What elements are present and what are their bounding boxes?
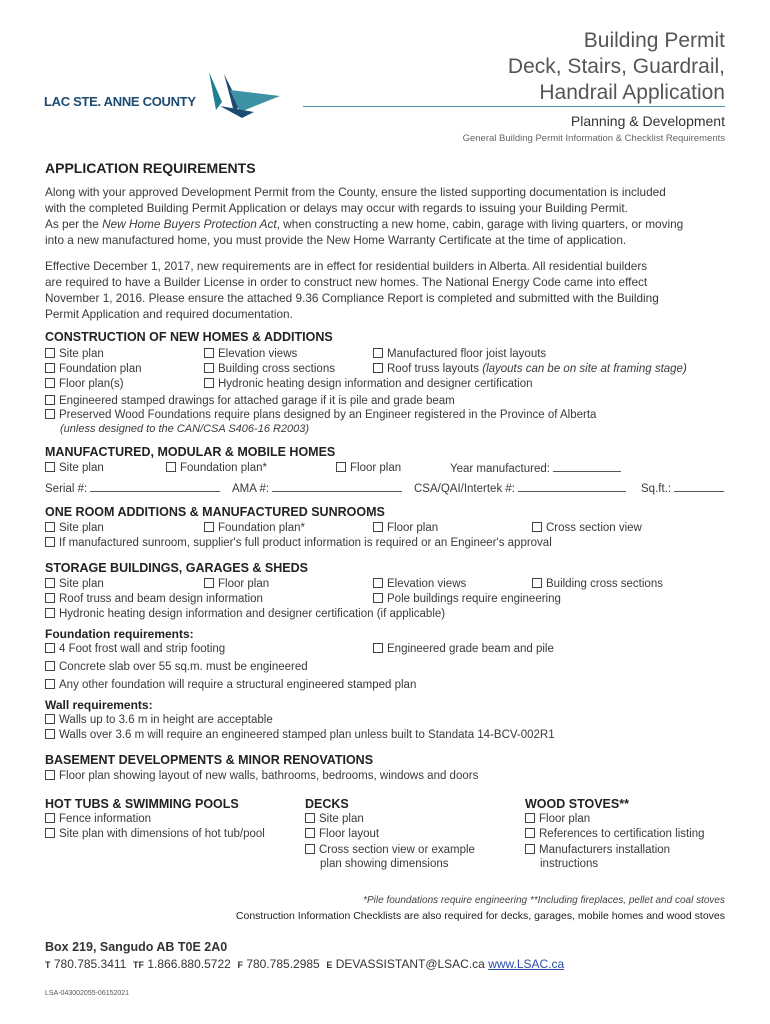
- checklists-note: Construction Information Checklists are also required for decks, garages, mobile homes and wood stoves: [235, 910, 725, 922]
- contact-line: [45, 957, 564, 971]
- concrete-slab-item[interactable]: Concrete slab over 55 sq.m. must be engineered: [45, 660, 308, 674]
- logo-mark-icon: [44, 62, 284, 122]
- contact-address: Box 219, Sangudo AB T0E 2A0: [45, 940, 228, 954]
- checkbox[interactable]: [45, 828, 55, 838]
- basement-heading: BASEMENT DEVELOPMENTS & MINOR RENOVATIONS: [45, 753, 374, 767]
- deck-cross-section[interactable]: Cross section view or example: [305, 843, 475, 857]
- pwf-note: (unless designed to the CAN/CSA S406-16 R2003): [60, 423, 310, 435]
- hot-tubs-heading: HOT TUBS & SWIMMING POOLS: [45, 797, 239, 811]
- req-p1-line3a: As per the: [45, 217, 103, 231]
- checkbox[interactable]: [305, 813, 315, 823]
- title-line-3: Handrail Application: [539, 81, 725, 104]
- serial-field[interactable]: Serial #:: [45, 481, 220, 496]
- checkbox[interactable]: [45, 363, 55, 373]
- title-line-2: Deck, Stairs, Guardrail,: [507, 55, 725, 78]
- wood-stoves-heading: WOOD STOVES**: [525, 797, 629, 811]
- checkbox[interactable]: [204, 348, 214, 358]
- manufactured-heading: MANUFACTURED, MODULAR & MOBILE HOMES: [45, 445, 336, 459]
- stove-floor-plan[interactable]: Floor plan: [525, 812, 590, 826]
- checkbox[interactable]: [45, 462, 55, 472]
- title-line-1: Building Permit: [583, 29, 725, 52]
- department-title: Planning & Development: [570, 113, 725, 129]
- checkbox[interactable]: [373, 363, 383, 373]
- checkbox[interactable]: [45, 714, 55, 724]
- form-code: LSA-043002055-06152021: [45, 990, 130, 997]
- checkbox[interactable]: [45, 643, 55, 653]
- req-p1-line2: with the completed Building Permit Application or delays may occur with regards to issuing your Building Permit.: [45, 201, 628, 215]
- walls-up-to-item[interactable]: Walls up to 3.6 m in height are acceptable: [45, 713, 273, 727]
- tollfree-number: 1.866.880.5722: [147, 957, 231, 971]
- header-rule: [303, 106, 725, 107]
- checkbox[interactable]: [45, 348, 55, 358]
- storage-hydronic[interactable]: Hydronic heating design information and designer certification (if applicable): [45, 607, 445, 621]
- stove-manufacturers[interactable]: Manufacturers installation: [525, 843, 670, 857]
- construction-foundation-plan[interactable]: Foundation plan: [45, 362, 141, 376]
- checkbox[interactable]: [373, 522, 383, 532]
- tollfree-label: TF: [133, 960, 145, 970]
- email-label: E: [326, 960, 333, 970]
- construction-hydronic[interactable]: Hydronic heating design information and designer certification: [204, 377, 533, 391]
- ama-input-line[interactable]: [272, 481, 402, 492]
- wall-requirements-heading: Wall requirements:: [45, 698, 153, 712]
- checkbox[interactable]: [45, 608, 55, 618]
- deck-cross-section-cont: plan showing dimensions: [320, 858, 449, 870]
- checkbox[interactable]: [45, 537, 55, 547]
- sunroom-site-plan[interactable]: Site plan: [45, 521, 104, 535]
- checkbox[interactable]: [532, 578, 542, 588]
- storage-elevation-views[interactable]: Elevation views: [373, 577, 466, 591]
- checkbox[interactable]: [204, 378, 214, 388]
- basement-floor-plan[interactable]: Floor plan showing layout of new walls, bathrooms, bedrooms, windows and doors: [45, 769, 478, 783]
- footnote: *Pile foundations require engineering **Including fireplaces, pellet and coal stoves: [363, 895, 725, 906]
- decks-heading: DECKS: [305, 797, 349, 811]
- req-p1-line3: [45, 216, 735, 232]
- checkbox[interactable]: [45, 395, 55, 405]
- csa-field[interactable]: CSA/QAI/Intertek #:: [414, 481, 626, 496]
- checkbox[interactable]: [525, 844, 535, 854]
- checkbox[interactable]: [45, 813, 55, 823]
- checkbox[interactable]: [204, 578, 214, 588]
- construction-floor-plans[interactable]: Floor plan(s): [45, 377, 124, 391]
- fax-label: F: [237, 960, 243, 970]
- csa-input-line[interactable]: [518, 481, 626, 492]
- req-p2-line3: November 1, 2016. Please ensure the attached 9.36 Compliance Report is completed and submitted with the Building: [45, 291, 659, 305]
- stove-references[interactable]: References to certification listing: [525, 827, 705, 841]
- phone-label: T: [45, 960, 51, 970]
- logo-text: LAC STE. ANNE COUNTY: [44, 94, 196, 109]
- checkbox[interactable]: [373, 348, 383, 358]
- construction-engineered-drawings[interactable]: Engineered stamped drawings for attached garage if it is pile and grade beam: [45, 394, 455, 408]
- county-logo: [44, 62, 284, 122]
- walls-over-item[interactable]: Walls over 3.6 m will require an engineered stamped plan unless built to Standata 14-BCV-002R1: [45, 728, 555, 742]
- phone-number: 780.785.3411: [53, 957, 127, 971]
- checkbox[interactable]: [305, 828, 315, 838]
- checkbox[interactable]: [166, 462, 176, 472]
- other-foundation-item[interactable]: Any other foundation will require a structural engineered stamped plan: [45, 678, 416, 692]
- deck-floor-layout[interactable]: Floor layout: [305, 827, 379, 841]
- checkbox[interactable]: [45, 409, 55, 419]
- storage-building-cross-sections[interactable]: Building cross sections: [532, 577, 663, 591]
- serial-input-line[interactable]: [90, 481, 220, 492]
- website-link[interactable]: www.LSAC.ca: [488, 957, 565, 971]
- deck-site-plan[interactable]: Site plan: [305, 812, 364, 826]
- req-p1-line4: into a new manufactured home, you must provide the New Home Warranty Certificate at the time of application.: [45, 233, 627, 247]
- stove-manufacturers-cont: instructions: [540, 858, 599, 870]
- year-manufactured-field[interactable]: Year manufactured:: [450, 461, 621, 476]
- checkbox[interactable]: [336, 462, 346, 472]
- checkbox[interactable]: [45, 729, 55, 739]
- req-p1-line3c: , when constructing a new home, cabin, garage with living quarters, or moving: [276, 217, 684, 231]
- sunroom-floor-plan[interactable]: Floor plan: [373, 521, 438, 535]
- construction-building-cross-sections[interactable]: Building cross sections: [204, 362, 335, 376]
- hot-tub-site-plan[interactable]: Site plan with dimensions of hot tub/pool: [45, 827, 265, 841]
- requirements-paragraph-1: [45, 184, 735, 248]
- sunroom-cross-section[interactable]: Cross section view: [532, 521, 642, 535]
- storage-roof-truss[interactable]: Roof truss and beam design information: [45, 592, 263, 606]
- manufactured-foundation-plan[interactable]: Foundation plan*: [166, 461, 267, 475]
- application-requirements-heading: APPLICATION REQUIREMENTS: [45, 160, 256, 176]
- storage-heading: STORAGE BUILDINGS, GARAGES & SHEDS: [45, 561, 308, 575]
- foundation-requirements-heading: Foundation requirements:: [45, 627, 194, 641]
- sunroom-foundation-plan[interactable]: Foundation plan*: [204, 521, 305, 535]
- page-title: [508, 28, 725, 106]
- checkbox[interactable]: [204, 522, 214, 532]
- req-p1-line1: Along with your approved Development Permit from the County, ensure the listed supporting documentation is included: [45, 185, 666, 199]
- checkbox[interactable]: [204, 363, 214, 373]
- act-name: New Home Buyers Protection Act: [102, 217, 277, 231]
- checkbox[interactable]: [525, 813, 535, 823]
- checkbox[interactable]: [45, 522, 55, 532]
- sqft-field[interactable]: Sq.ft.:: [641, 481, 724, 496]
- construction-site-plan[interactable]: Site plan: [45, 347, 104, 361]
- checkbox[interactable]: [373, 593, 383, 603]
- construction-heading: CONSTRUCTION OF NEW HOMES & ADDITIONS: [45, 330, 333, 344]
- fax-number: 780.785.2985: [246, 957, 320, 971]
- req-p2-line4: Permit Application and required documentation.: [45, 307, 293, 321]
- checkbox[interactable]: [373, 578, 383, 588]
- email-address[interactable]: DEVASSISTANT@LSAC.ca: [335, 957, 485, 971]
- ama-field[interactable]: AMA #:: [232, 481, 402, 496]
- checkbox[interactable]: [45, 593, 55, 603]
- checkbox[interactable]: [45, 661, 55, 671]
- checkbox[interactable]: [45, 578, 55, 588]
- storage-pole-buildings[interactable]: Pole buildings require engineering: [373, 592, 561, 606]
- page-subtitle: General Building Permit Information & Checklist Requirements: [462, 133, 725, 144]
- construction-manufactured-joist[interactable]: Manufactured floor joist layouts: [373, 347, 546, 361]
- sunroom-manufactured-info[interactable]: If manufactured sunroom, supplier's full product information is required or an Engineer's approval: [45, 536, 552, 550]
- checkbox[interactable]: [45, 679, 55, 689]
- construction-roof-truss[interactable]: Roof truss layouts (layouts can be on site at framing stage): [373, 362, 687, 376]
- req-p2-line2: are required to have a Builder License in order to construct new homes. The National Energy Code came into effect: [45, 275, 648, 289]
- storage-floor-plan[interactable]: Floor plan: [204, 577, 269, 591]
- requirements-paragraph-2: [45, 258, 735, 322]
- checkbox[interactable]: [532, 522, 542, 532]
- frost-wall-item[interactable]: 4 Foot frost wall and strip footing: [45, 642, 225, 656]
- req-p2-line1: Effective December 1, 2017, new requirements are in effect for residential builders in Alberta. All residential builders: [45, 259, 648, 273]
- sunrooms-heading: ONE ROOM ADDITIONS & MANUFACTURED SUNROOMS: [45, 505, 385, 519]
- manufactured-floor-plan[interactable]: Floor plan: [336, 461, 401, 475]
- checkbox[interactable]: [45, 770, 55, 780]
- checkbox[interactable]: [373, 643, 383, 653]
- storage-site-plan[interactable]: Site plan: [45, 577, 104, 591]
- checkbox[interactable]: [45, 378, 55, 388]
- hot-tub-fence[interactable]: Fence information: [45, 812, 151, 826]
- sqft-input-line[interactable]: [674, 481, 724, 492]
- grade-beam-item[interactable]: Engineered grade beam and pile: [373, 642, 554, 656]
- manufactured-site-plan[interactable]: Site plan: [45, 461, 104, 475]
- construction-elevation-views[interactable]: Elevation views: [204, 347, 297, 361]
- checkbox[interactable]: [305, 844, 315, 854]
- checkbox[interactable]: [525, 828, 535, 838]
- year-input-line[interactable]: [553, 461, 621, 472]
- construction-pwf[interactable]: Preserved Wood Foundations require plans designed by an Engineer registered in the Province of Alberta: [45, 408, 596, 422]
